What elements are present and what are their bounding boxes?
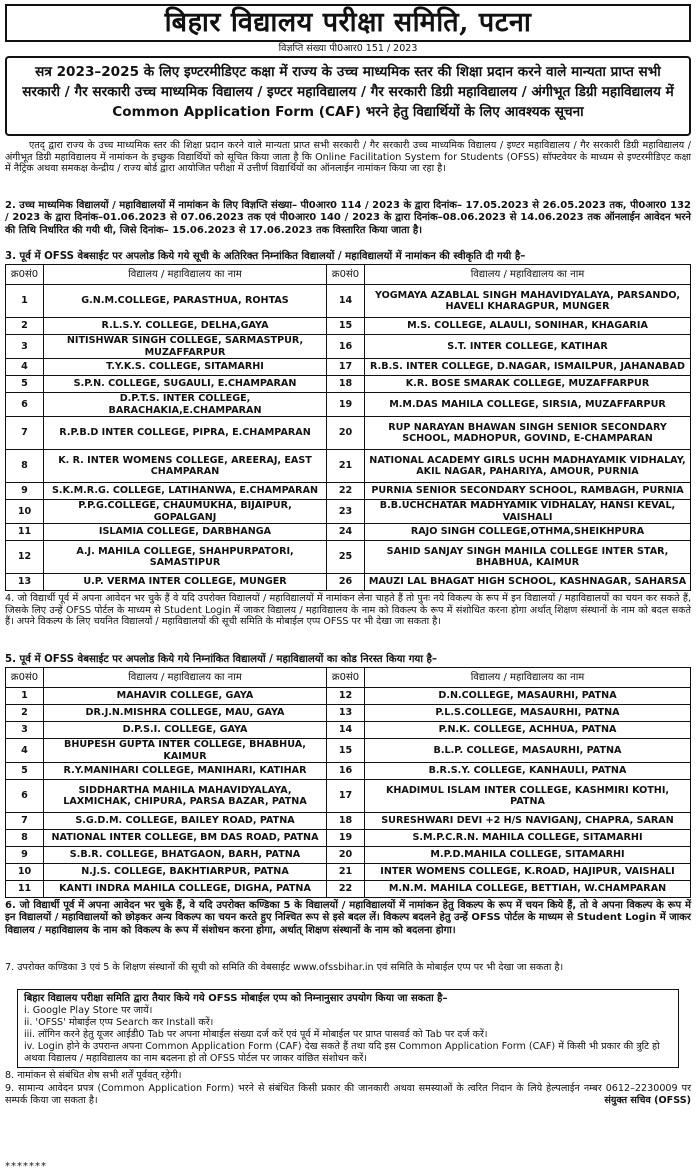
serial-number-cell: 26 [327, 574, 365, 591]
table-row [6, 739, 691, 763]
serial-number-cell: 13 [6, 574, 44, 591]
section-5-title: 5. पूर्व में OFSS वेबसाईट पर अपलोड किये गये निम्नांकित विद्यालयों / महाविद्यालयों का कोड निरस्त किया गया है– [5, 654, 438, 665]
table-row [6, 376, 691, 393]
serial-number-cell: 5 [6, 763, 44, 780]
college-name-cell: NATIONAL ACADEMY GIRLS UCHH MADHAYAMIK VIDHALAY, AKIL NAGAR, PAHARIYA, AMOUR, PURNIA [365, 450, 691, 483]
headline-box: सत्र 2023–2025 के लिए इण्टरमीडिएट कक्षा में राज्य के उच्च माध्यमिक स्तर की शिक्षा प्रदान करने वाले मान्यता प्राप्त सभी सरकारी / गैर सरकारी उच्च माध्यमिक विद्यालय / इण्टर महाविद्यालय / गैर सरकारी डिग्री महाविद्यालय / अंगीभूत डिग्री महाविद्यालय में Common Application Form (CAF) भरने हेतु विद्यार्थियों के लिए आवश्यक सूचना [5, 56, 691, 136]
college-name-cell: G.N.M.COLLEGE, PARASTHUA, ROHTAS [44, 285, 327, 318]
paragraph-6: 6. जो विद्यार्थी पूर्व में अपना आवेदन भर चुके हैं, वे यदि उपरोक्त कण्डिका 5 के विद्यालयों / महाविद्यालयों में नामांकन हेतु विकल्प के रूप में चयन किये हैं, तो वे अपना विकल्प के रूप में इन विद्यालयों / महाविद्यालयों को छोड़कर अन्य विकल्प का चयन करते हुए निश्चित रूप से इसे बदल लें। विकल्प बदलने हेतु उन्हें OFSS पोर्टल के माध्यम से Student Login में जाकर विद्यालय / महाविद्यालय के नाम को विकल्प के रूप में संशोधन करना होगा, अर्थात् शिक्षण संस्थानों के नाम को बदलना होगा। [5, 900, 691, 936]
serial-number-cell: 3 [6, 335, 44, 359]
paragraph-9 [5, 1083, 691, 1109]
serial-number-cell: 4 [6, 739, 44, 763]
serial-number-cell: 23 [327, 500, 365, 524]
serial-number-cell: 2 [6, 705, 44, 722]
college-name-cell: YOGMAYA AZABLAL SINGH MAHAVIDYALAYA, PARSANDO, HAVELI KHARAGPUR, MUNGER [365, 285, 691, 318]
table-row [6, 450, 691, 483]
table-row [6, 359, 691, 376]
section-3-title: 3. पूर्व में OFSS वेबसाईट पर अपलोड किये गये सूची के अतिरिक्त निम्नांकित विद्यालयों / महाविद्यालयों में नामांकन की स्वीकृति दी गयी है– [5, 251, 526, 262]
serial-number-cell: 11 [6, 524, 44, 541]
notice-number: विज्ञप्ति संख्या पी0आर0 151 / 2023 [278, 43, 418, 54]
college-name-cell: S.K.M.R.G. COLLEGE, LATIHANWA, E.CHAMPARAN [44, 483, 327, 500]
college-name-cell: T.Y.K.S. COLLEGE, SITAMARHI [44, 359, 327, 376]
serial-number-cell: 8 [6, 450, 44, 483]
table-row [6, 722, 691, 739]
footer-stars: ******* [5, 1161, 47, 1172]
approved-colleges-table [5, 264, 691, 591]
college-name-cell: P.P.G.COLLEGE, CHAUMUKHA, BIJAIPUR, GOPALGANJ [44, 500, 327, 524]
college-name-cell: D.P.S.I. COLLEGE, GAYA [44, 722, 327, 739]
college-name-cell: ISLAMIA COLLEGE, DARBHANGA [44, 524, 327, 541]
serial-number-cell: 12 [6, 541, 44, 574]
serial-number-cell: 4 [6, 359, 44, 376]
serial-number-cell: 24 [327, 524, 365, 541]
table-row [6, 318, 691, 335]
table-row [6, 830, 691, 847]
college-name-cell: D.P.T.S. INTER COLLEGE, BARACHAKIA,E.CHAMPARAN [44, 393, 327, 417]
college-name-cell: S.P.N. COLLEGE, SUGAULI, E.CHAMPARAN [44, 376, 327, 393]
college-name-cell: S.M.P.C.R.N. MAHILA COLLEGE, SITAMARHI [365, 830, 691, 847]
serial-number-cell: 16 [327, 763, 365, 780]
serial-number-cell: 7 [6, 417, 44, 450]
serial-number-cell: 22 [327, 881, 365, 898]
college-name-cell: S.T. INTER COLLEGE, KATIHAR [365, 335, 691, 359]
college-name-cell: R.P.B.D INTER COLLEGE, PIPRA, E.CHAMPARAN [44, 417, 327, 450]
serial-number-cell: 1 [6, 285, 44, 318]
col-sno-header: क्र0सं0 [6, 265, 44, 285]
app-step-4: iv. Login होने के उपरान्त अपना Common Application Form (CAF) देख सकते हैं तथा यदि इस Common Application Form (CAF) में किसी भी प्रकार की त्रुटि हो अथवा विद्यालय / महाविद्यालय का नाम बदलना हो तो OFSS पोर्टल पर जाकर वांछित संशोधन करें। [24, 1041, 660, 1064]
masthead-title: बिहार विद्यालय परीक्षा समिति, पटना [5, 4, 691, 42]
mobile-app-instructions-box [17, 989, 679, 1068]
college-name-cell: NATIONAL INTER COLLEGE, BM DAS ROAD, PATNA [44, 830, 327, 847]
table-row [6, 813, 691, 830]
college-name-cell: NITISHWAR SINGH COLLEGE, SARMASTPUR, MUZAFFARPUR [44, 335, 327, 359]
serial-number-cell: 21 [327, 450, 365, 483]
college-name-cell: MAUZI LAL BHAGAT HIGH SCHOOL, KASHNAGAR, SAHARSA [365, 574, 691, 591]
table-row [6, 483, 691, 500]
serial-number-cell: 8 [6, 830, 44, 847]
college-name-cell: DR.J.N.MISHRA COLLEGE, MAU, GAYA [44, 705, 327, 722]
college-name-cell: R.B.S. INTER COLLEGE, D.NAGAR, ISMAILPUR, JAHANABAD [365, 359, 691, 376]
col-name-header: विद्यालय / महाविद्यालय का नाम [44, 668, 327, 688]
serial-number-cell: 5 [6, 376, 44, 393]
college-name-cell: M.N.M. MAHILA COLLEGE, BETTIAH, W.CHAMPARAN [365, 881, 691, 898]
table-row [6, 335, 691, 359]
col-sno-header: क्र0सं0 [6, 668, 44, 688]
table-row [6, 847, 691, 864]
serial-number-cell: 14 [327, 722, 365, 739]
college-name-cell: B.B.UCHCHATAR MADHYAMIK VIDHALAY, HANSI KEVAL, VAISHALI [365, 500, 691, 524]
serial-number-cell: 7 [6, 813, 44, 830]
serial-number-cell: 22 [327, 483, 365, 500]
col-name-header: विद्यालय / महाविद्यालय का नाम [365, 668, 691, 688]
serial-number-cell: 15 [327, 318, 365, 335]
college-name-cell: KANTI INDRA MAHILA COLLEGE, DIGHA, PATNA [44, 881, 327, 898]
serial-number-cell: 20 [327, 417, 365, 450]
college-name-cell: N.J.S. COLLEGE, BAKHTIARPUR, PATNA [44, 864, 327, 881]
paragraph-2: 2. उच्च माध्यमिक विद्यालयों / महाविद्यालयों में नामांकन के लिए विज्ञप्ति संख्या– पी0आर0 114 / 2023 के द्वारा दिनांक– 17.05.2023 से 26.05.2023 तक, पी0आर0 132 / 2023 के द्वारा दिनांक–01.06.2023 से 07.06.2023 तक एवं पी0आर0 140 / 2023 के द्वारा दिनांक–08.06.2023 से 14.06.2023 तक ऑनलाईन आवेदन भरने की तिथि निर्धारित की गयी थी, जिसे दिनांक– 15.06.2023 से 17.06.2023 तक विस्तारित किया जाता है। [5, 200, 691, 236]
serial-number-cell: 13 [327, 705, 365, 722]
table-row [6, 417, 691, 450]
serial-number-cell: 10 [6, 864, 44, 881]
serial-number-cell: 17 [327, 359, 365, 376]
serial-number-cell: 14 [327, 285, 365, 318]
serial-number-cell: 20 [327, 847, 365, 864]
app-step-1: i. Google Play Store पर जायें। [24, 1005, 153, 1016]
college-name-cell: B.R.S.Y. COLLEGE, KANHAULI, PATNA [365, 763, 691, 780]
college-name-cell: RAJO SINGH COLLEGE,OTHMA,SHEIKHPURA [365, 524, 691, 541]
serial-number-cell: 21 [327, 864, 365, 881]
serial-number-cell: 10 [6, 500, 44, 524]
college-name-cell: P.N.K. COLLEGE, ACHHUA, PATNA [365, 722, 691, 739]
college-name-cell: M.M.DAS MAHILA COLLEGE, SIRSIA, MUZAFFARPUR [365, 393, 691, 417]
college-name-cell: RUP NARAYAN BHAWAN SINGH SENIOR SECONDARY SCHOOL, MADHOPUR, GOVIND, E-CHAMPARAN [365, 417, 691, 450]
approved-colleges-body [6, 285, 691, 591]
notice-page [5, 4, 691, 1172]
college-name-cell: MAHAVIR COLLEGE, GAYA [44, 688, 327, 705]
college-name-cell: M.S. COLLEGE, ALAULI, SONIHAR, KHAGARIA [365, 318, 691, 335]
app-step-3: iii. लॉगिन करने हेतु यूजर आईडी0 Tab पर अपना मोबाईल संख्या दर्ज करें एवं पूर्व में मोबाईल पर प्राप्त पासवर्ड को Tab पर दर्ज करें। [24, 1029, 488, 1040]
app-box-title: बिहार विद्यालय परीक्षा समिति द्वारा तैयार किये गये OFSS मोबाईल एप्प को निम्नानुसार उपयोग किया जा सकता है– [24, 993, 448, 1004]
serial-number-cell: 9 [6, 483, 44, 500]
college-name-cell: KHADIMUL ISLAM INTER COLLEGE, KASHMIRI KOTHI, PATNA [365, 780, 691, 813]
col-sno-header: क्र0सं0 [327, 668, 365, 688]
college-name-cell: SIDDHARTHA MAHILA MAHAVIDYALAYA, LAXMICHAK, CHIPURA, PARSA BAZAR, PATNA [44, 780, 327, 813]
paragraph-7: 7. उपरोक्त कण्डिका 3 एवं 5 के शिक्षण संस्थानों की सूची को समिति की वेबसाईट www.ofssbihar.in एवं समिति के मोबाईल एप्प पर भी देखा जा सकता है। [5, 962, 564, 973]
serial-number-cell: 12 [327, 688, 365, 705]
college-name-cell: K. R. INTER WOMENS COLLEGE, AREERAJ, EAST CHAMPARAN [44, 450, 327, 483]
col-name-header: विद्यालय / महाविद्यालय का नाम [365, 265, 691, 285]
college-name-cell: R.L.S.Y. COLLEGE, DELHA,GAYA [44, 318, 327, 335]
college-name-cell: B.L.P. COLLEGE, MASAURHI, PATNA [365, 739, 691, 763]
serial-number-cell: 17 [327, 780, 365, 813]
college-name-cell: INTER WOMENS COLLEGE, K.ROAD, HAJIPUR, VAISHALI [365, 864, 691, 881]
serial-number-cell: 3 [6, 722, 44, 739]
signature: संयुक्त सचिव (OFSS) [604, 1094, 691, 1106]
college-name-cell: P.L.S.COLLEGE, MASAURHI, PATNA [365, 705, 691, 722]
table-row [6, 780, 691, 813]
table-row [6, 524, 691, 541]
table-row [6, 393, 691, 417]
college-name-cell: M.P.D.MAHILA COLLEGE, SITAMARHI [365, 847, 691, 864]
table-row [6, 574, 691, 591]
table-row [6, 864, 691, 881]
table-row [6, 705, 691, 722]
college-name-cell: R.Y.MANIHARI COLLEGE, MANIHARI, KATIHAR [44, 763, 327, 780]
serial-number-cell: 18 [327, 813, 365, 830]
col-sno-header: क्र0सं0 [327, 265, 365, 285]
table-row [6, 285, 691, 318]
serial-number-cell: 15 [327, 739, 365, 763]
serial-number-cell: 18 [327, 376, 365, 393]
serial-number-cell: 1 [6, 688, 44, 705]
college-name-cell: SAHID SANJAY SINGH MAHILA COLLEGE INTER STAR, BHABHUA, KAIMUR [365, 541, 691, 574]
college-name-cell: A.J. MAHILA COLLEGE, SHAHPURPATORI, SAMASTIPUR [44, 541, 327, 574]
paragraph-1: एतद् द्वारा राज्य के उच्च माध्यमिक स्तर की शिक्षा प्रदान करने वाले मान्यता प्राप्त सभी सरकारी / गैर सरकारी उच्च माध्यमिक विद्यालय / इण्टर महाविद्यालय / गैर सरकारी डिग्री महाविद्यालय / अंगीभूत डिग्री महाविद्यालय में नामांकन के इच्छुक विद्यार्थियों को सूचित किया जाता है कि Online Facilitation System for Students (OFSS) सॉफ्टवेयर के माध्यम से इण्टरमीडिएट कक्षा में नैट्रिक अथवा समकक्ष केन्द्रीय / राज्य बोर्ड द्वारा आयोजित परीक्षा में उत्तीर्ण विद्यार्थियों का ऑनलाईन नामांकन किया जा रहा है। [5, 140, 691, 175]
serial-number-cell: 25 [327, 541, 365, 574]
college-name-cell: K.R. BOSE SMARAK COLLEGE, MUZAFFARPUR [365, 376, 691, 393]
college-name-cell: BHUPESH GUPTA INTER COLLEGE, BHABHUA, KAIMUR [44, 739, 327, 763]
college-name-cell: PURNIA SENIOR SECONDARY SCHOOL, RAMBAGH, PURNIA [365, 483, 691, 500]
cancelled-codes-table [5, 667, 691, 898]
college-name-cell: S.G.D.M. COLLEGE, BAILEY ROAD, PATNA [44, 813, 327, 830]
serial-number-cell: 11 [6, 881, 44, 898]
paragraph-4: 4. जो विद्यार्थी पूर्व में अपना आवेदन भर चुके हैं वे यदि उपरोक्त विद्यालयों / महाविद्यालयों में नामांकन लेना चाहते हैं तो पुनः नये विकल्प के रूप में इन विद्यालयों / महाविद्यालयों का चयन कर सकते हैं, जिसके लिए उन्हें OFSS पोर्टल के माध्यम से Student Login में जाकर विद्यालय / महाविद्यालय के नाम को विकल्प के रूप में संशोधित करना होगा अर्थात् शिक्षण संस्थानों के नाम को बदल सकते हैं। अपने विकल्प के लिए चयनित विद्यालयों / महाविद्यालयों की सूची समिति के मोबाईल एप्प OFSS पर भी देखा जा सकता है। [5, 593, 691, 628]
college-name-cell: U.P. VERMA INTER COLLEGE, MUNGER [44, 574, 327, 591]
col-name-header: विद्यालय / महाविद्यालय का नाम [44, 265, 327, 285]
serial-number-cell: 6 [6, 393, 44, 417]
app-step-2: ii. 'OFSS' मोबाईल एप्प Search कर Install करें। [24, 1017, 214, 1028]
table-row [6, 881, 691, 898]
serial-number-cell: 19 [327, 830, 365, 847]
serial-number-cell: 9 [6, 847, 44, 864]
table-row [6, 500, 691, 524]
serial-number-cell: 16 [327, 335, 365, 359]
college-name-cell: SURESHWARI DEVI +2 H/S NAVIGANJ, CHAPRA, SARAN [365, 813, 691, 830]
serial-number-cell: 19 [327, 393, 365, 417]
serial-number-cell: 2 [6, 318, 44, 335]
table-row [6, 763, 691, 780]
paragraph-8: 8. नामांकन से संबंधित शेष सभी शर्तें पूर्ववत् रहेगी। [5, 1070, 182, 1081]
table-row [6, 688, 691, 705]
college-name-cell: D.N.COLLEGE, MASAURHI, PATNA [365, 688, 691, 705]
cancelled-codes-body [6, 688, 691, 898]
college-name-cell: S.B.R. COLLEGE, BHATGAON, BARH, PATNA [44, 847, 327, 864]
serial-number-cell: 6 [6, 780, 44, 813]
paragraph-9-text: 9. सामान्य आवेदन प्रपत्र (Common Application Form) भरने से संबंधित किसी प्रकार की जानकारी अथवा समस्याओं के त्वरित निदान के लिये हेल्पलाईन नम्बर 0612–2230009 पर सम्पर्क किया जा सकता है। [5, 1083, 691, 1106]
table-row [6, 541, 691, 574]
